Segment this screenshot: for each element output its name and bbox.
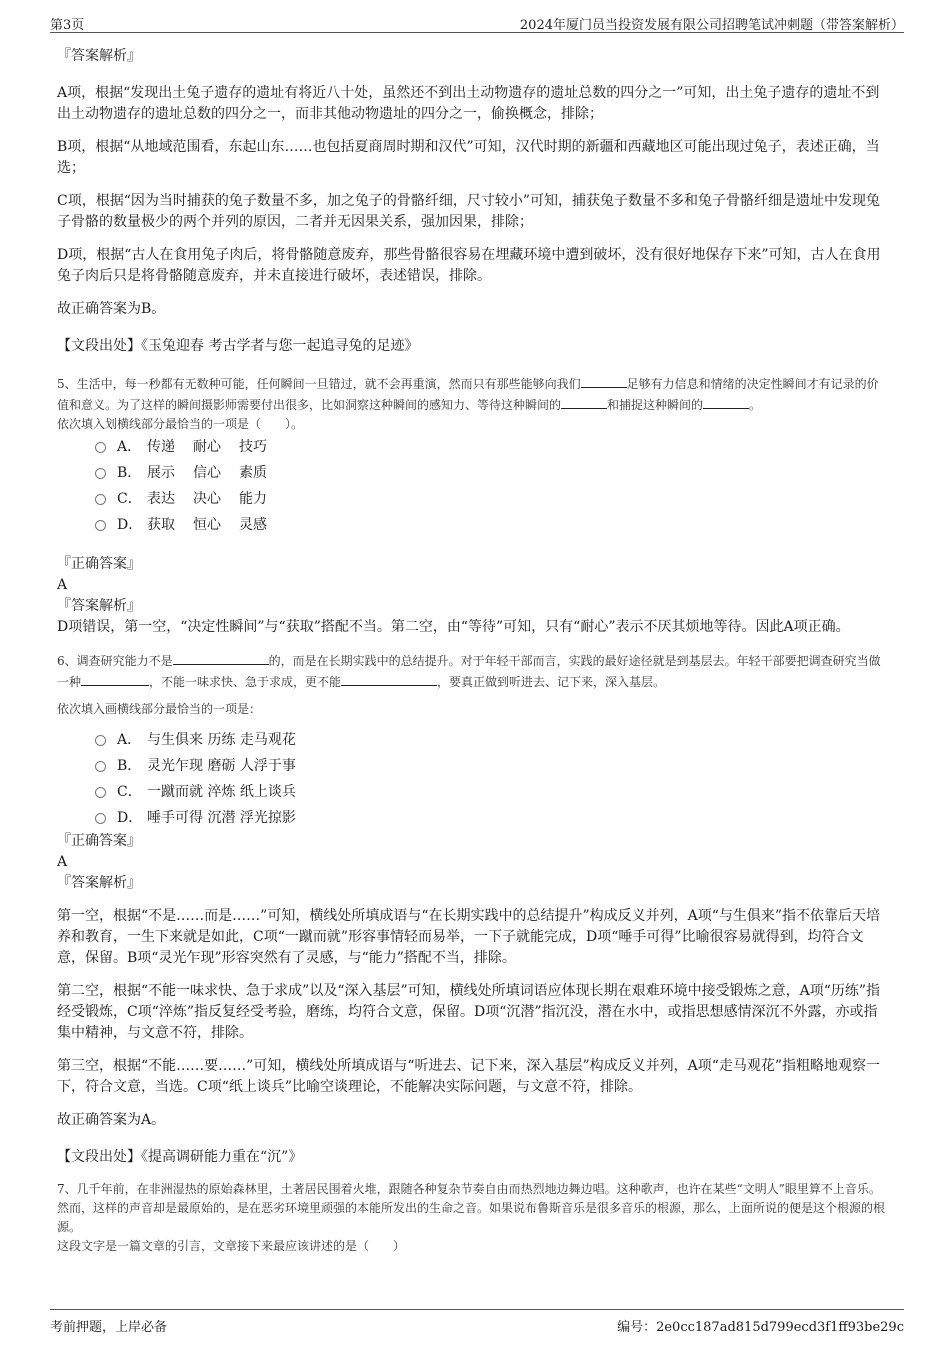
page-header bbox=[50, 10, 904, 33]
q6-analysis-2: 第二空，根据“不能一味求快、急于求成”以及“深入基层”可知，横线处所填词语应体现长期在艰难环境中接受锻炼之意，A项“历练”指经受锻炼，C项“淬炼”指反复经受考验，磨练，均符合文意，保留。D项“沉潜”指沉没，潜在水中，或指思想感情深沉不外露，亦或指集中精神，与文意不符，排除。 bbox=[57, 983, 881, 1041]
q6-prompt: 依次填入画横线部分最恰当的一项是： bbox=[57, 702, 262, 716]
q6-option-d[interactable]: D． 唾手可得 沉潜 浮光掠影 bbox=[95, 805, 889, 831]
q6-analysis-heading: 『答案解析』 bbox=[57, 875, 141, 891]
q5-analysis: D项错误，第一空，“决定性瞬间”与“获取”搭配不当。第二空，由“等待”可知，只有“耐心”表示不厌其烦地等待。因此A项正确。 bbox=[57, 619, 850, 635]
radio-icon[interactable] bbox=[95, 735, 106, 746]
q5-option-a[interactable]: A． 传递 耐心 技巧 bbox=[95, 434, 889, 460]
radio-icon[interactable] bbox=[95, 494, 106, 505]
q5-blank-3 bbox=[703, 394, 749, 409]
q6-conclusion: 故正确答案为A。 bbox=[57, 1112, 166, 1128]
document-id: 编号：2e0cc187ad815d799ecd3f1ff93be29c bbox=[617, 1320, 904, 1335]
q4-source: 【文段出处】《玉兔迎春 考古学者与您一起追寻兔的足迹》 bbox=[57, 338, 419, 354]
radio-icon[interactable] bbox=[95, 520, 106, 531]
q6-option-b[interactable]: B． 灵光乍现 磨砺 人浮于事 bbox=[95, 753, 889, 779]
radio-icon[interactable] bbox=[95, 468, 106, 479]
radio-icon[interactable] bbox=[95, 761, 106, 772]
q5-options bbox=[95, 434, 889, 538]
q5-prompt: 依次填入划横线部分最恰当的一项是（ ）。 bbox=[57, 417, 304, 431]
footer-slogan: 考前押题，上岸必备 bbox=[50, 1320, 168, 1335]
q6-answer-heading: 『正确答案』 bbox=[57, 833, 141, 849]
q5-option-b[interactable]: B． 展示 信心 素质 bbox=[95, 460, 889, 486]
q4-conclusion: 故正确答案为B。 bbox=[57, 301, 166, 317]
q5-option-d[interactable]: D． 获取 恒心 灵感 bbox=[95, 512, 889, 538]
q6-analysis-1: 第一空，根据“不是……而是……”可知，横线处所填成语与“在长期实践中的总结提升”构成反义并列，A项“与生俱来”指不依靠后天培养和教育，一生下来就是如此，C项“一蹴而就”形容事情轻而易举，一下子就能完成，D项“唾手可得”比喻很容易就得到，均符合文意，保留。B项“灵光乍现”形容突然有了灵感，与“能力”搭配不当，排除。 bbox=[57, 908, 881, 966]
q5-option-c[interactable]: C． 表达 决心 能力 bbox=[95, 486, 889, 512]
q5-blank-2 bbox=[561, 394, 607, 409]
radio-icon[interactable] bbox=[95, 813, 106, 824]
q4-analysis-c: C项，根据“因为当时捕获的兔子数量不多，加之兔子的骨骼纤细，尺寸较小”可知，捕获兔子数量不多和兔子骨骼纤细是遗址中发现兔子骨骼的数量极少的两个并列的原因，二者并无因果关系，强加因果，排除； bbox=[57, 193, 881, 230]
q6-options bbox=[95, 727, 889, 831]
q5-answer-heading: 『正确答案』 bbox=[57, 556, 141, 572]
q6-blank-2 bbox=[81, 671, 149, 686]
q7-prompt: 这段文字是一篇文章的引言，文章接下来最应该讲述的是（ ） bbox=[57, 1239, 406, 1253]
q4-analysis-a: A项，根据“发现出土兔子遗存的遗址有将近八十处，虽然还不到出土动物遗存的遗址总数的四分之一”可知，出土兔子遗存的遗址不到出土动物遗存的遗址总数的四分之一，而非其他动物遗址的四分之一，偷换概念，排除； bbox=[57, 85, 880, 122]
q6-analysis-3: 第三空，根据“不能……要……”可知，横线处所填成语与“听进去、记下来，深入基层”构成反义并列，A项“走马观花”指粗略地观察一下，符合文意，当选。C项“纸上谈兵”比喻空谈理论，不能解决实际问题，与文意不符，排除。 bbox=[57, 1058, 881, 1095]
q4-analysis-heading: 『答案解析』 bbox=[57, 48, 141, 64]
q4-analysis-d: D项，根据“古人在食用兔子肉后，将骨骼随意废弃，那些骨骼很容易在埋藏环境中遭到破坏，没有很好地保存下来”可知，古人在食用兔子肉后只是将骨骼随意废弃，并未直接进行破坏，表述错误，排除。 bbox=[57, 247, 881, 284]
radio-icon[interactable] bbox=[95, 442, 106, 453]
document-body bbox=[57, 46, 889, 1256]
q7-question: 7、几千年前，在非洲湿热的原始森林里，土著居民围着火堆，跟随各种复杂节奏自由而热烈地边舞边唱。这种歌声，也许在某些“文明人”眼里算不上音乐。然而，这样的声音却是最原始的，是在恶劣环境里顽强的本能所发出的生命之音。如果说布鲁斯音乐是很多音乐的根源，那么，上面所说的便是这个根源的根源。 bbox=[57, 1182, 886, 1234]
q5-analysis-heading: 『答案解析』 bbox=[57, 598, 141, 614]
q5-answer: A bbox=[57, 577, 68, 593]
q5-question: 5、生活中，每一秒都有无数种可能，任何瞬间一旦错过，就不会再重演，然而只有那些能够向我们 足够有力信息和情绪的决定性瞬间才有记录的价值和意义。为了这样的瞬间摄影师需要付出很多，比如洞察这种瞬间的感知力、等待这种瞬间的 和捕捉这种瞬间的 。 bbox=[57, 373, 889, 415]
q6-question: 6、调查研究能力不是 的，而是在长期实践中的总结提升。对于年轻干部而言，实践的最好途径就是到基层去。年轻干部要把调查研究当做一种 ，不能一味求快、急于求成，更不能 ，要真正做到听进去、记下来，深入基层。 bbox=[57, 650, 889, 692]
q6-answer: A bbox=[57, 854, 68, 870]
page-footer bbox=[50, 1309, 904, 1336]
q6-blank-3 bbox=[341, 671, 437, 686]
q4-analysis-b: B项，根据“从地域范围看，东起山东……也包括夏商周时期和汉代”可知，汉代时期的新疆和西藏地区可能出现过兔子，表述正确，当选； bbox=[57, 139, 880, 176]
q6-option-a[interactable]: A． 与生俱来 历练 走马观花 bbox=[95, 727, 889, 753]
q6-blank-1 bbox=[173, 650, 269, 665]
document-title: 2024年厦门员当投资发展有限公司招聘笔试冲刺题（带答案解析） bbox=[519, 18, 904, 33]
q5-blank-1 bbox=[581, 373, 627, 388]
radio-icon[interactable] bbox=[95, 787, 106, 798]
q6-source: 【文段出处】《提高调研能力重在“沉”》 bbox=[57, 1149, 303, 1165]
page-number: 第3页 bbox=[50, 18, 85, 33]
q6-option-c[interactable]: C． 一蹴而就 淬炼 纸上谈兵 bbox=[95, 779, 889, 805]
